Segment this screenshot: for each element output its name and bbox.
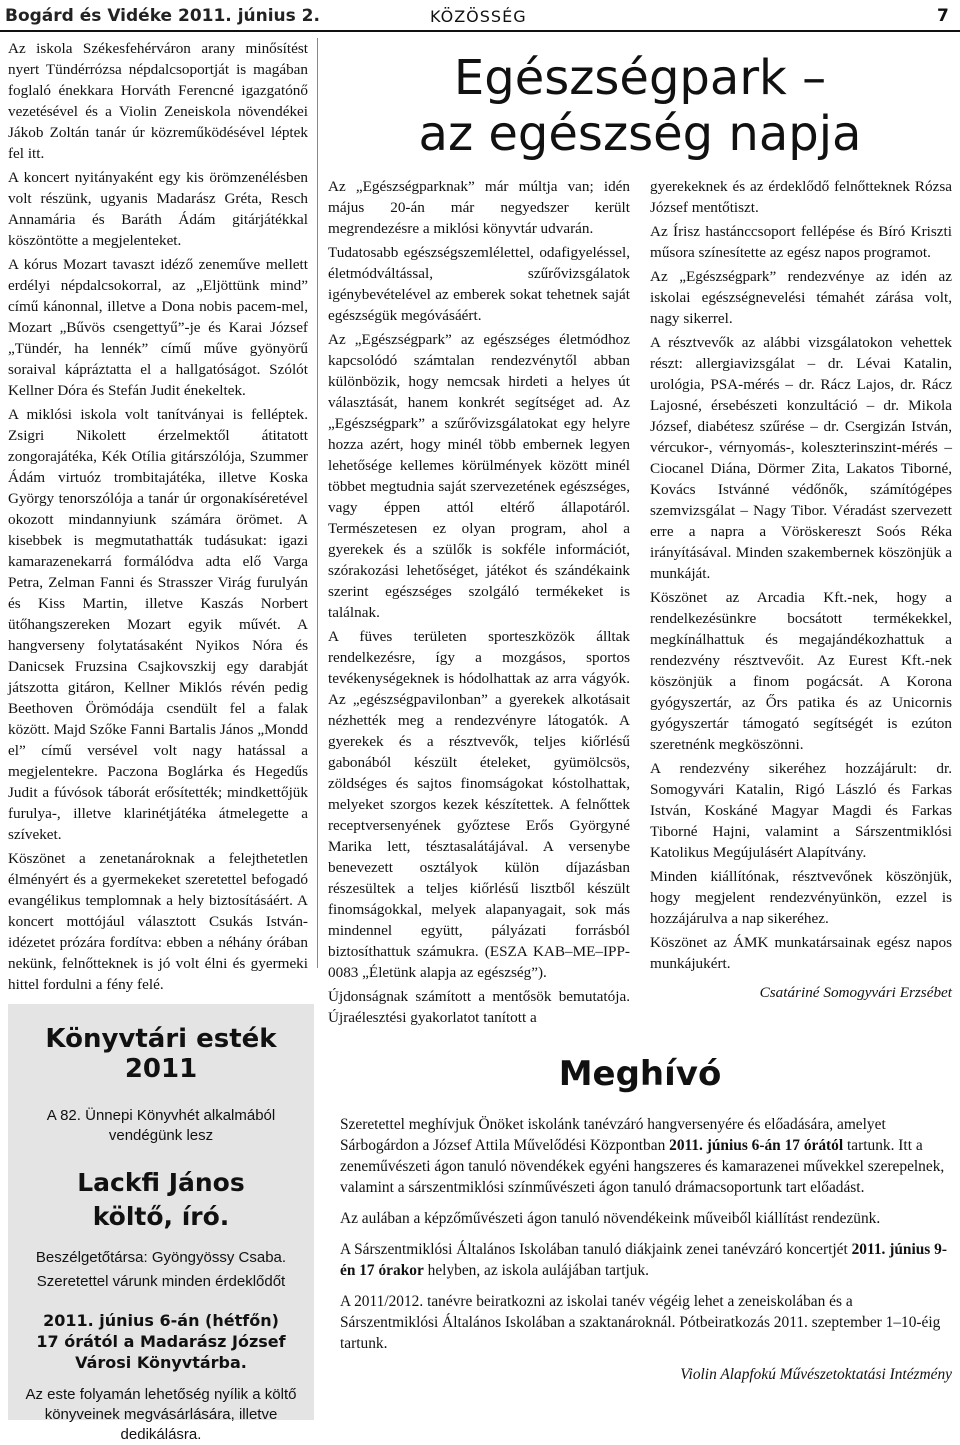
welcome-line: Szeretettel várunk minden érdeklődőt <box>36 1273 286 1290</box>
header-rule <box>0 30 960 32</box>
main-paragraph: A résztvevők az alábbi vizsgálatokon vehettek részt: allergiavizsgálat – dr. Lévai Katalin, urológia, PSA-mérés – dr. Rácz Lajos, dr. Rácz Lajosné, érsebészeti konzultáció – dr. Mikola József, diabétesz szűrése – dr. Csergizán István, vércukor-, vérnyomás-, koleszterinszint-mérés – Ciocanel Diána, Dörmer Zita, Lakatos Tiborné, Kovács Istvánné védőnők, számítógépes szemvizsgálat – Nagy Tibor. Véradást szervezett erre a napra a Vöröskereszt Soós Réka irányításával. Minden szakembernek köszönjük a munkáját. <box>650 334 952 582</box>
library-event-box <box>8 1004 314 1443</box>
article-title-line1: Egészségpark – <box>453 50 827 106</box>
main-paragraph: gyerekeknek és az érdeklődő felnőtteknek Rózsa József mentőtiszt. <box>650 178 952 216</box>
event-place: Városi Könyvtárba. <box>75 1353 247 1372</box>
main-paragraph: Tudatosabb egészségszemlélettel, odafigyeléssel, életmódváltással, szűrővizsgálatok igénybevételével az emberek sokat tehetnek saját egészségük megóvásáért. <box>328 244 630 324</box>
speaker-name: Lackfi János <box>77 1168 245 1197</box>
main-paragraph: Az „Egészségpark” rendezvénye az idén az iskolai egészségnevelési témahét zárása volt, nagy sikerrel. <box>650 268 952 327</box>
main-paragraph: Az Írisz hastánccsoport fellépése és Bíró Kriszti műsora színesítette az egész napos programot. <box>650 223 952 261</box>
main-paragraph: A rendezvény sikeréhez hozzájárult: dr. Somogyvári Katalin, Rigó László és Farkas István, Koskáné Magyar Magdi és Farkas Tiborné Hajni, valamint a Sárszentmiklósi Katolikus Megújulásért Alapítvány. <box>650 760 952 861</box>
left-paragraph: Köszönet a zenetanároknak a felejthetetlen élményért és a gyermekeket szeretettel befogadó evangélikus templomnak a hely biztosításáért. A koncert mottójául választott Csukás István-idézetet prózára fordítva: ebben a néhány órában nekünk, felnőtteknek is jó volt élni és gyermeki hittel fordulni a fény felé. <box>8 850 308 993</box>
invitation-paragraph <box>340 1239 952 1281</box>
column-divider <box>317 38 318 968</box>
invitation-paragraph: A 2011/2012. tanévre beiratkozni az iskolai tanév végéig lehet a zeneiskolában és a Sárszentmiklósi Általános Iskolában a szaktanároknál. Pótbeiratkozás 2011. szeptember 1–10-éig tartunk. <box>340 1293 941 1352</box>
invitation-signature: Violin Alapfokú Művészetoktatási Intézmény <box>680 1366 952 1383</box>
left-paragraph: A miklósi iskola volt tanítványai is felléptek. Zsigri Nikolett érzelmektől átitatott zongorajátéka, Kék Otília gitárszólója, Szummer Ádám virtuóz trombitajátéka, illetve Koska György tenorszólója a tanár úr orgonakíséretével okozott mindannyiunk számára örömet. A kisebbek is megmutathatták tudásukat: igazi kamarazenekarrá formálódva adta elő Varga Petra, Zelman Fanni és Strasszer Virág furulyán és Kiss Martin, illetve Kaszás Norbert ütőhangszereken Mozart egyik művét. A hangverseny folytatásaként Nyikos Nóra és Danicsek Fruzsina Csajkovszkij egy darabját játszotta gitáron, Kellner Miklós révén pedig Beethoven Örömódája csendült fel a falak között. Majd Szőke Fanni Bartalis János „Mondd el” című versével volt nagy hatással a megjelentekre. Paczona Boglárka és Hegedűs Judit a fúvósok táborát erősítették; mindkettőjük furulya-, illetve klarinétjátéka átmelegette a szíveket. <box>8 406 308 843</box>
library-intro-line: A 82. Ünnepi Könyvhét alkalmából <box>46 1107 276 1124</box>
main-paragraph: Az „Egészségparknak” már múltja van; idén május 20-án már negyedszer került megrendezésre a miklósi könyvtár udvarán. <box>328 178 630 237</box>
library-intro-line: vendégünk lesz <box>108 1127 214 1144</box>
library-box-title: Könyvtári esték 2011 <box>45 1024 277 1084</box>
left-paragraph: A kórus Mozart tavaszt idéző zeneműve mellett erdélyi népdalcsokorral, az „Eljöttünk mind” című kánonnal, illetve a Dona nobis pacem-mel, Mozart „Bűvös csengettyű”-je és Karai József „Tündér, ha lennék” című műve gyönyörű soraival kápráztatta el a hallgatóságot. Szólót Kellner Dóra és Stefán Judit énekeltek. <box>8 256 308 399</box>
main-paragraph: Az „Egészségpark” az egészséges életmódhoz kapcsolódó számtalan rendezvénytől abban különbözik, hogy nemcsak hirdeti a helyes út választását, hanem konkrét segítséget ad. Az „Egészségpark” a szűrővizsgálatokat egy helyre hozza azért, hogy minél több embernek legyen lehetősége kellemes körülmények között minél többet megtudnia saját szervezetének egészséges, vagy éppen attól eltérő állapotáról. Természetesen ez olyan program, ahol a gyerekek és a szülők is sokféle információt, szórakozási lehetőséget, játékot és szándékaink szerint egészséges szolgáló termékeket is találnak. <box>328 331 630 621</box>
event-date: 2011. június 6-án (hétfőn) <box>43 1311 279 1330</box>
library-box-footer: Az este folyamán lehetőség nyílik a költő könyveinek megvásárlására, illetve dedikálásra. <box>25 1386 297 1443</box>
main-article-column-2 <box>650 176 952 1006</box>
left-paragraph: Az iskola Székesfehérváron arany minősítést nyert Tündérrózsa népdalcsoportját is magában foglaló énekkara Horváth Ferencné igazgatónő vezetésével és a Violin Zeneiskola növendékei Jákob Zoltán tanár úr közreműködésével léptek fel itt. <box>8 40 308 162</box>
main-paragraph: Újdonságnak számított a mentősök bemutatója. Újraélesztési gyakorlatot tanított a <box>328 988 630 1026</box>
left-paragraph: A koncert nyitányaként egy kis örömzenélésben volt részünk, ugyanis Madarász Gréta, Resch Annamária és Baráth Ádám gitárjátékkal köszöntötte a megjelenteket. <box>8 169 308 249</box>
main-paragraph: Köszönet az ÁMK munkatársainak egész napos munkájukért. <box>650 934 952 972</box>
invitation-paragraph <box>340 1114 952 1198</box>
invitation-paragraph: Az aulában a képzőművészeti ágon tanuló növendékeink műveiből kiállítást rendezünk. <box>340 1210 881 1227</box>
invitation-title: Meghívó <box>558 1054 722 1094</box>
invitation-section <box>328 1010 952 1420</box>
left-article <box>8 38 308 1027</box>
page-number: 7 <box>937 6 949 26</box>
event-time-place: 17 órától a Madarász József <box>36 1332 286 1351</box>
main-article-column-1 <box>328 176 630 1031</box>
invitation-text: tartunk. Itt a zeneművészeti ágon tanuló növendékek egyéni hangszeres és kamarazenei művekkel szerepelnek, valamint a sárszentmiklósi színművészeti ágon tanuló drámacsoportunk tart előadást. <box>340 1137 945 1196</box>
invitation-date: 2011. június 6-án 17 órától <box>669 1137 844 1154</box>
section-name: KÖZÖSSÉG <box>430 7 527 26</box>
invitation-text: Szeretettel meghívjuk Önöket iskolánk tanévzáró hangversenyére és előadására, amelyet Sárbogárdon a József Attila Művelődési Központban <box>340 1116 886 1154</box>
main-paragraph: Minden kiállítónak, résztvevőnek köszönjük, hogy megjelent rendezvényünkön, ezzel is hozzájárulva a nap sikeréhez. <box>650 868 952 927</box>
article-title <box>328 50 952 162</box>
invitation-text: A Sárszentmiklósi Általános Iskolában tanuló diákjaink zenei tanévzáró koncertjét <box>340 1241 852 1258</box>
invitation-text: helyben, az iskola aulájában tartjuk. <box>423 1262 650 1279</box>
invitation-body <box>340 1114 952 1385</box>
speaker-title: költő, író. <box>92 1202 230 1231</box>
page-header <box>0 0 960 34</box>
article-title-line2: az egészség napja <box>418 106 862 162</box>
conversation-partner: Beszélgetőtársa: Gyöngyössy Csaba. <box>35 1249 287 1266</box>
main-paragraph: A füves területen sporteszközök álltak rendelkezésre, így a mozgásos, sportos tevékenységeknek is hódolhattak az arra vágyók. Az „egészségpavilonban” a gyerekek alkotásait nézhették meg a rendezvényre látogatók. A gyerekek és a résztvevők, teljes kiőrlésű gabonából készült ételeket, gyümölcsös, zöldséges és sajtos finomságokat kóstolhattak, melyeket szorgos kezek készítettek. A felnőttek receptversenyének győztese Erős Györgyné Marika lett, tésztasalátájával. A versenybe benevezett osztályok külön díjazásban részesültek a teljes kiőrlésű lisztből készült finomságokkal, melyek alapanyagait, sok más mindennel együtt, pályázati forrásból biztosíthattuk számukra. (ESZA KAB–ME–IPP-0083 „Életünk alapja az egészség”). <box>328 628 630 981</box>
invitation-date: 2011. június 9-én 17 órakor <box>340 1241 947 1279</box>
publication-name: Bogárd és Vidéke 2011. június 2. <box>5 6 320 26</box>
main-article-signature: Csatáriné Somogyvári Erzsébet <box>759 984 952 1001</box>
main-paragraph: Köszönet az Arcadia Kft.-nek, hogy a rendelkezésünkre bocsátott termékekkel, megkínálhattuk és megajándékozhattuk a rendezvény résztvevőit. Az Eurest Kft.-nek köszönjük a finom pogácsát. A Korona gyógyszertár, az Őrs patika és az Unicornis gyógyszertár támogató segítségét is ezúton szeretnénk megköszönni. <box>650 589 952 753</box>
